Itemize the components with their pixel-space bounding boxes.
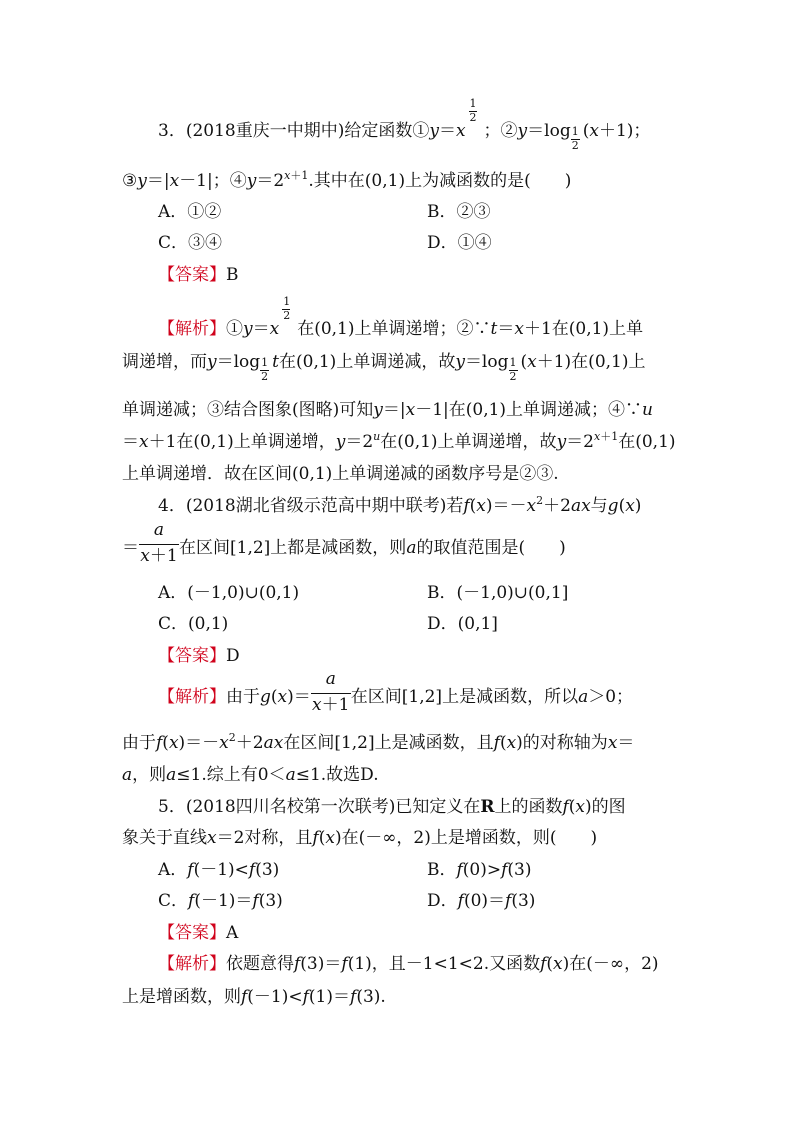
answer-tag: 【答案】: [158, 923, 226, 943]
explanation-tag: 【解析】: [158, 687, 226, 707]
q3-option-a: A．①②: [158, 202, 222, 222]
q3-explanation-line1: 【解析】①y＝x $\frac{1}{2}$ 在(0,1)上单调递增；②∵t＝x＋1在(0,1)上单: [158, 295, 644, 339]
q4-answer: 【答案】D: [158, 646, 240, 666]
q5-answer: 【答案】A: [158, 923, 239, 943]
explanation-tag: 【解析】: [158, 954, 226, 974]
q5-explanation-line2: 上是增函数，则f(－1)<f(1)＝f(3).: [122, 987, 386, 1007]
q4-option-b: B．(－1,0)∪(0,1]: [427, 583, 569, 603]
q5-option-b: B．f(0)>f(3): [427, 860, 532, 880]
answer-tag: 【答案】: [158, 646, 226, 666]
q5-explanation-line1: 【解析】依题意得f(3)＝f(1)，且－1<1<2.又函数f(x)在(－∞，2): [158, 954, 659, 974]
q3-explanation-line3: 单调递减；③结合图象(图略)可知y＝|x－1|在(0,1)上单调递减；④∵u: [122, 400, 653, 420]
q3-stem-line2: ③y＝|x－1|；$④y=2^{x+1}$.其中在(0,1)上为减函数的是( ): [122, 169, 572, 191]
exponent-half: $\frac{1}{2}$: [283, 295, 291, 322]
log-base-half: $\frac{1}{2}$: [571, 125, 579, 152]
q5-option-c: C．f(－1)＝f(3): [158, 891, 283, 911]
answer-tag: 【答案】: [158, 265, 226, 285]
explanation-tag: 【解析】: [158, 319, 226, 339]
q4-explanation-line1: 【解析】由于g(x)＝ $\frac{a}{x+1}$ 在区间[1,2]上是减函数，所以a＞0；: [158, 669, 634, 715]
q4-explanation-line3: a，则a≤1.综上有0＜a≤1.故选D.: [122, 765, 379, 785]
fraction-a-over-x-plus-1: $\frac{a}{x+1}$: [312, 669, 350, 715]
q3-option-c: C．③④: [158, 233, 223, 253]
q5-stem-line2: 象关于直线x＝2对称，且f(x)在(－∞，2)上是增函数，则( ): [122, 828, 598, 848]
q3-explanation-line2: 调递增，而y＝log $\frac{1}{2}$ t在(0,1)上单调递减，故y＝log $\frac{1}{2}$ (x＋1)在(0,1)上: [122, 352, 646, 383]
fraction-a-over-x-plus-1: $\frac{a}{x+1}$: [140, 520, 178, 566]
q4-option-d: D．(0,1]: [427, 614, 498, 634]
log-base-half: $\frac{1}{2}$: [261, 356, 269, 383]
q4-stem-line2: ＝ $\frac{a}{x+1}$ 在区间[1,2]上都是减函数，则a的取值范围是( ): [122, 520, 566, 566]
q4-option-a: A．(－1,0)∪(0,1): [158, 583, 300, 603]
q4-option-c: C．(0,1): [158, 614, 229, 634]
q5-option-a: A．f(－1)<f(3): [158, 860, 280, 880]
q3-explanation-line4: ＝x＋1在(0,1)上单调递增，$y=2^u$在(0,1)上单调递增，故$y=2^{x+1}$在(0,1): [122, 430, 676, 452]
q3-explanation-line5: 上单调递增．故在区间(0,1)上单调递减的函数序号是②③.: [122, 464, 559, 484]
q5-stem-line1: 5．(2018四川名校第一次联考)已知定义在R上的函数f(x)的图: [158, 797, 626, 817]
q3-answer: 【答案】B: [158, 265, 239, 285]
log-base-half: $\frac{1}{2}$: [509, 356, 517, 383]
q3-option-d: D．①④: [427, 233, 492, 253]
q5-option-d: D．f(0)＝f(3): [427, 891, 536, 911]
q3-stem-line1: 3．(2018重庆一中期中)给定函数①y＝x $\frac{1}{2}$ ；②y＝log $\frac{1}{2}$ (x＋1)；: [158, 97, 651, 152]
exponent-half: $\frac{1}{2}$: [469, 97, 477, 124]
q4-stem-line1: 4．(2018湖北省级示范高中期中联考)若$f(x)=-x^2+2ax$与g(x): [158, 494, 642, 516]
q3-option-b: B．②③: [427, 202, 491, 222]
q4-explanation-line2: 由于$f(x)=-x^2+2ax$在区间[1,2]上是减函数，且f(x)的对称轴为x＝: [122, 731, 635, 753]
